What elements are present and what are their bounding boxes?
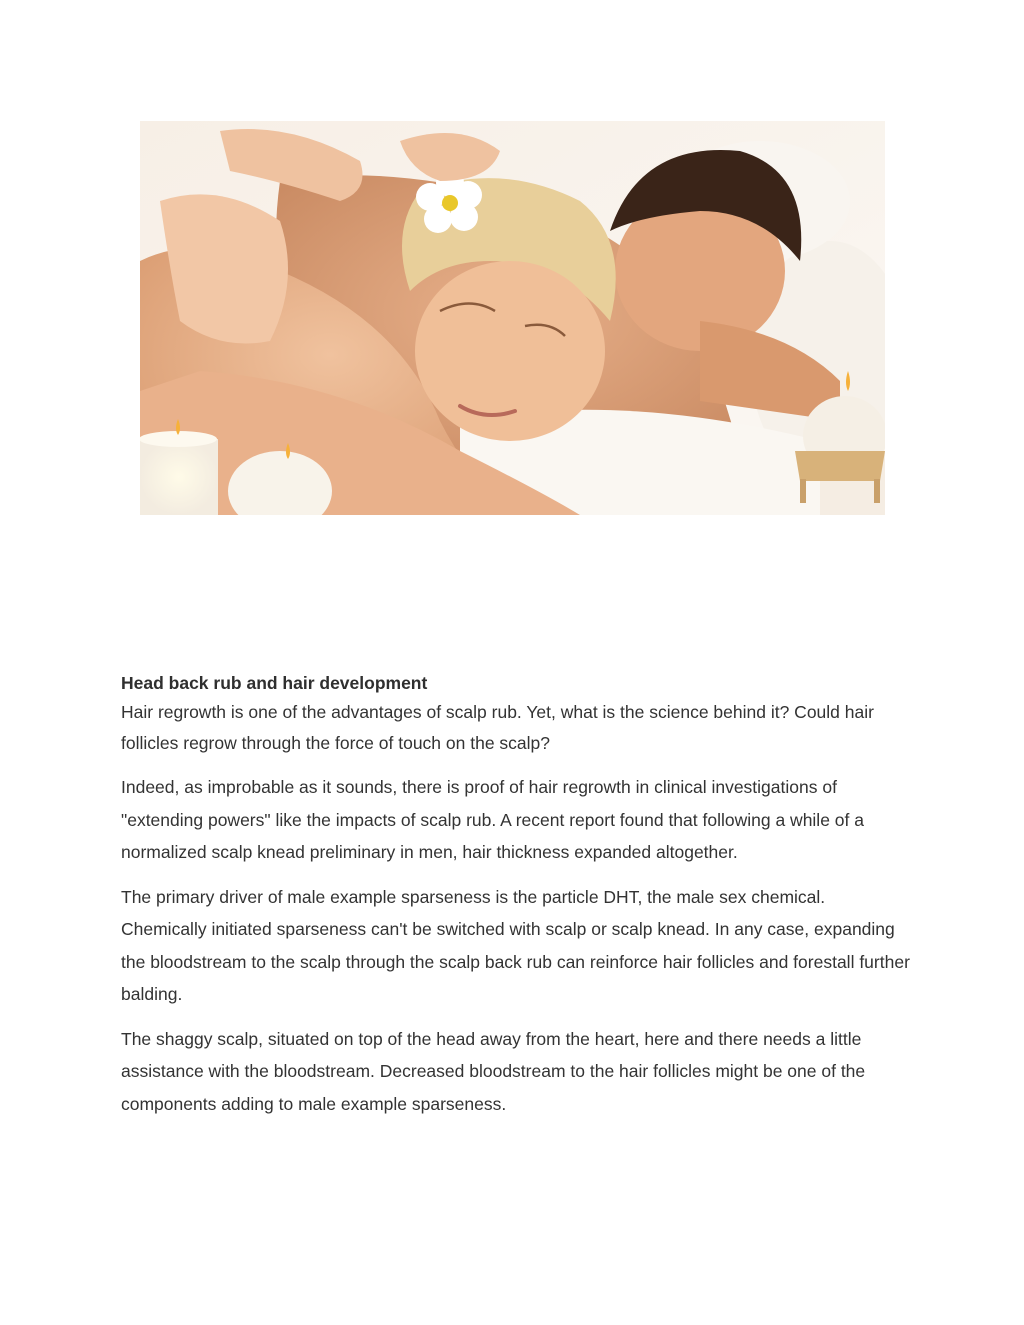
article-paragraph: Indeed, as improbable as it sounds, there is proof of hair regrowth in clinical investigations of "extending powers" like the impacts of scalp rub. A recent report found that following a while of a normalized scalp knead preliminary in men, hair thickness expanded altogether. — [121, 777, 864, 862]
massage-illustration — [140, 121, 885, 515]
article-paragraph: The primary driver of male example sparseness is the particle DHT, the male sex chemical. Chemically initiated sparseness can't be switched with scalp or scalp knead. In any case, expanding the bloodstream to the scalp through the scalp back rub can reinforce hair follicles and forestall further balding. — [121, 886, 910, 1004]
article-heading: Head back rub and hair development — [121, 673, 428, 693]
massage-photo — [140, 121, 885, 515]
article-paragraph: Hair regrowth is one of the advantages of scalp rub. Yet, what is the science behind it? Could hair follicles regrow through the force of touch on the scalp? — [121, 702, 874, 753]
article — [121, 669, 911, 1132]
article-paragraph: The shaggy scalp, situated on top of the head away from the heart, here and there needs a little assistance with the bloodstream. Decreased bloodstream to the hair follicles might be one of the components adding to male example sparseness. — [121, 1028, 866, 1114]
